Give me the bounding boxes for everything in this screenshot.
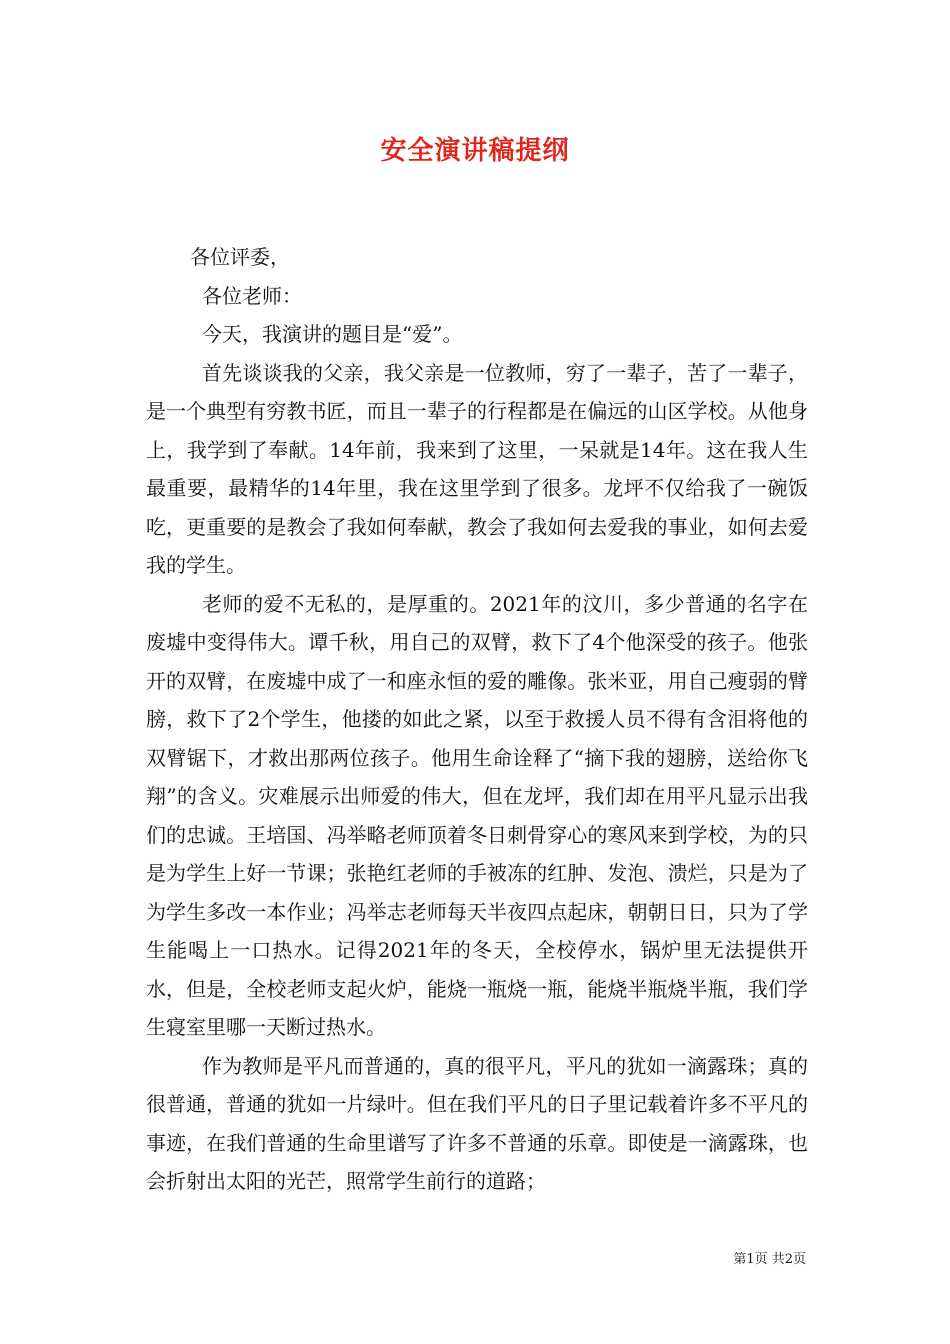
paragraph-ordinary-teacher: 作为教师是平凡而普通的，真的很平凡，平凡的犹如一滴露珠；真的很普通，普通的犹如一片绿叶。但在我们平凡的日子里记载着许多不平凡的事迹，在我们普通的生命里谱写了许多不普通的乐章。即使是一滴露珠，也会折射出太阳的光芒，照常学生前行的道路； xyxy=(146,1053,808,1193)
paragraph-teacher-love: 老师的爱不无私的，是厚重的。2021年的汶川，多少普通的名字在废墟中变得伟大。谭千秋，用自己的双臂，救下了4个他深受的孩子。他张开的双臂，在废墟中成了一和座永恒的爱的雕像。张米亚，用自己瘦弱的臂膀，救下了2个学生，他搂的如此之紧，以至于救援人员不得有含泪将他的双臂锯下，才救出那两位孩子。他用生命诠释了“摘下我的翅膀，送给你飞翔”的含义。灾难展示出师爱的伟大，但在龙坪，我们却在用平凡显示出我们的忠诚。王培国、冯举略老师顶着冬日刺骨穿心的寒风来到学校，为的只是为学生上好一节课；张艳红老师的手被冻的红肿、发泡、溃烂，只是为了为学生多改一本作业；冯举志老师每天半夜四点起床，朝朝日日，只为了学生能喝上一口热水。记得2021年的冬天，全校停水，锅炉里无法提供开水，但是，全校老师支起火炉，能烧一瓶烧一瓶，能烧半瓶烧半瓶，我们学生寝室里哪一天断过热水。 xyxy=(146,591,808,1039)
paragraph-salutation-teachers: 各位老师： xyxy=(202,283,302,308)
paragraph-father: 首先谈谈我的父亲，我父亲是一位教师，穷了一辈子，苦了一辈子，是一个典型有穷教书匠，而且一辈子的行程都是在偏远的山区学校。从他身上，我学到了奉献。14年前，我来到了这里，一呆就是14年。这在我人生最重要，最精华的14年里，我在这里学到了很多。龙坪不仅给我了一碗饭吃，更重要的是教会了我如何奉献，教会了我如何去爱我的事业，如何去爱我的学生。 xyxy=(146,360,808,577)
paragraph-topic: 今天，我演讲的题目是“爱”。 xyxy=(202,322,463,346)
document-body xyxy=(146,238,808,1201)
page-number-footer: 第1页 共2页 xyxy=(733,1252,806,1267)
document-title: 安全演讲稿提纲 xyxy=(380,136,570,166)
paragraph-salutation-judges: 各位评委， xyxy=(190,245,290,269)
